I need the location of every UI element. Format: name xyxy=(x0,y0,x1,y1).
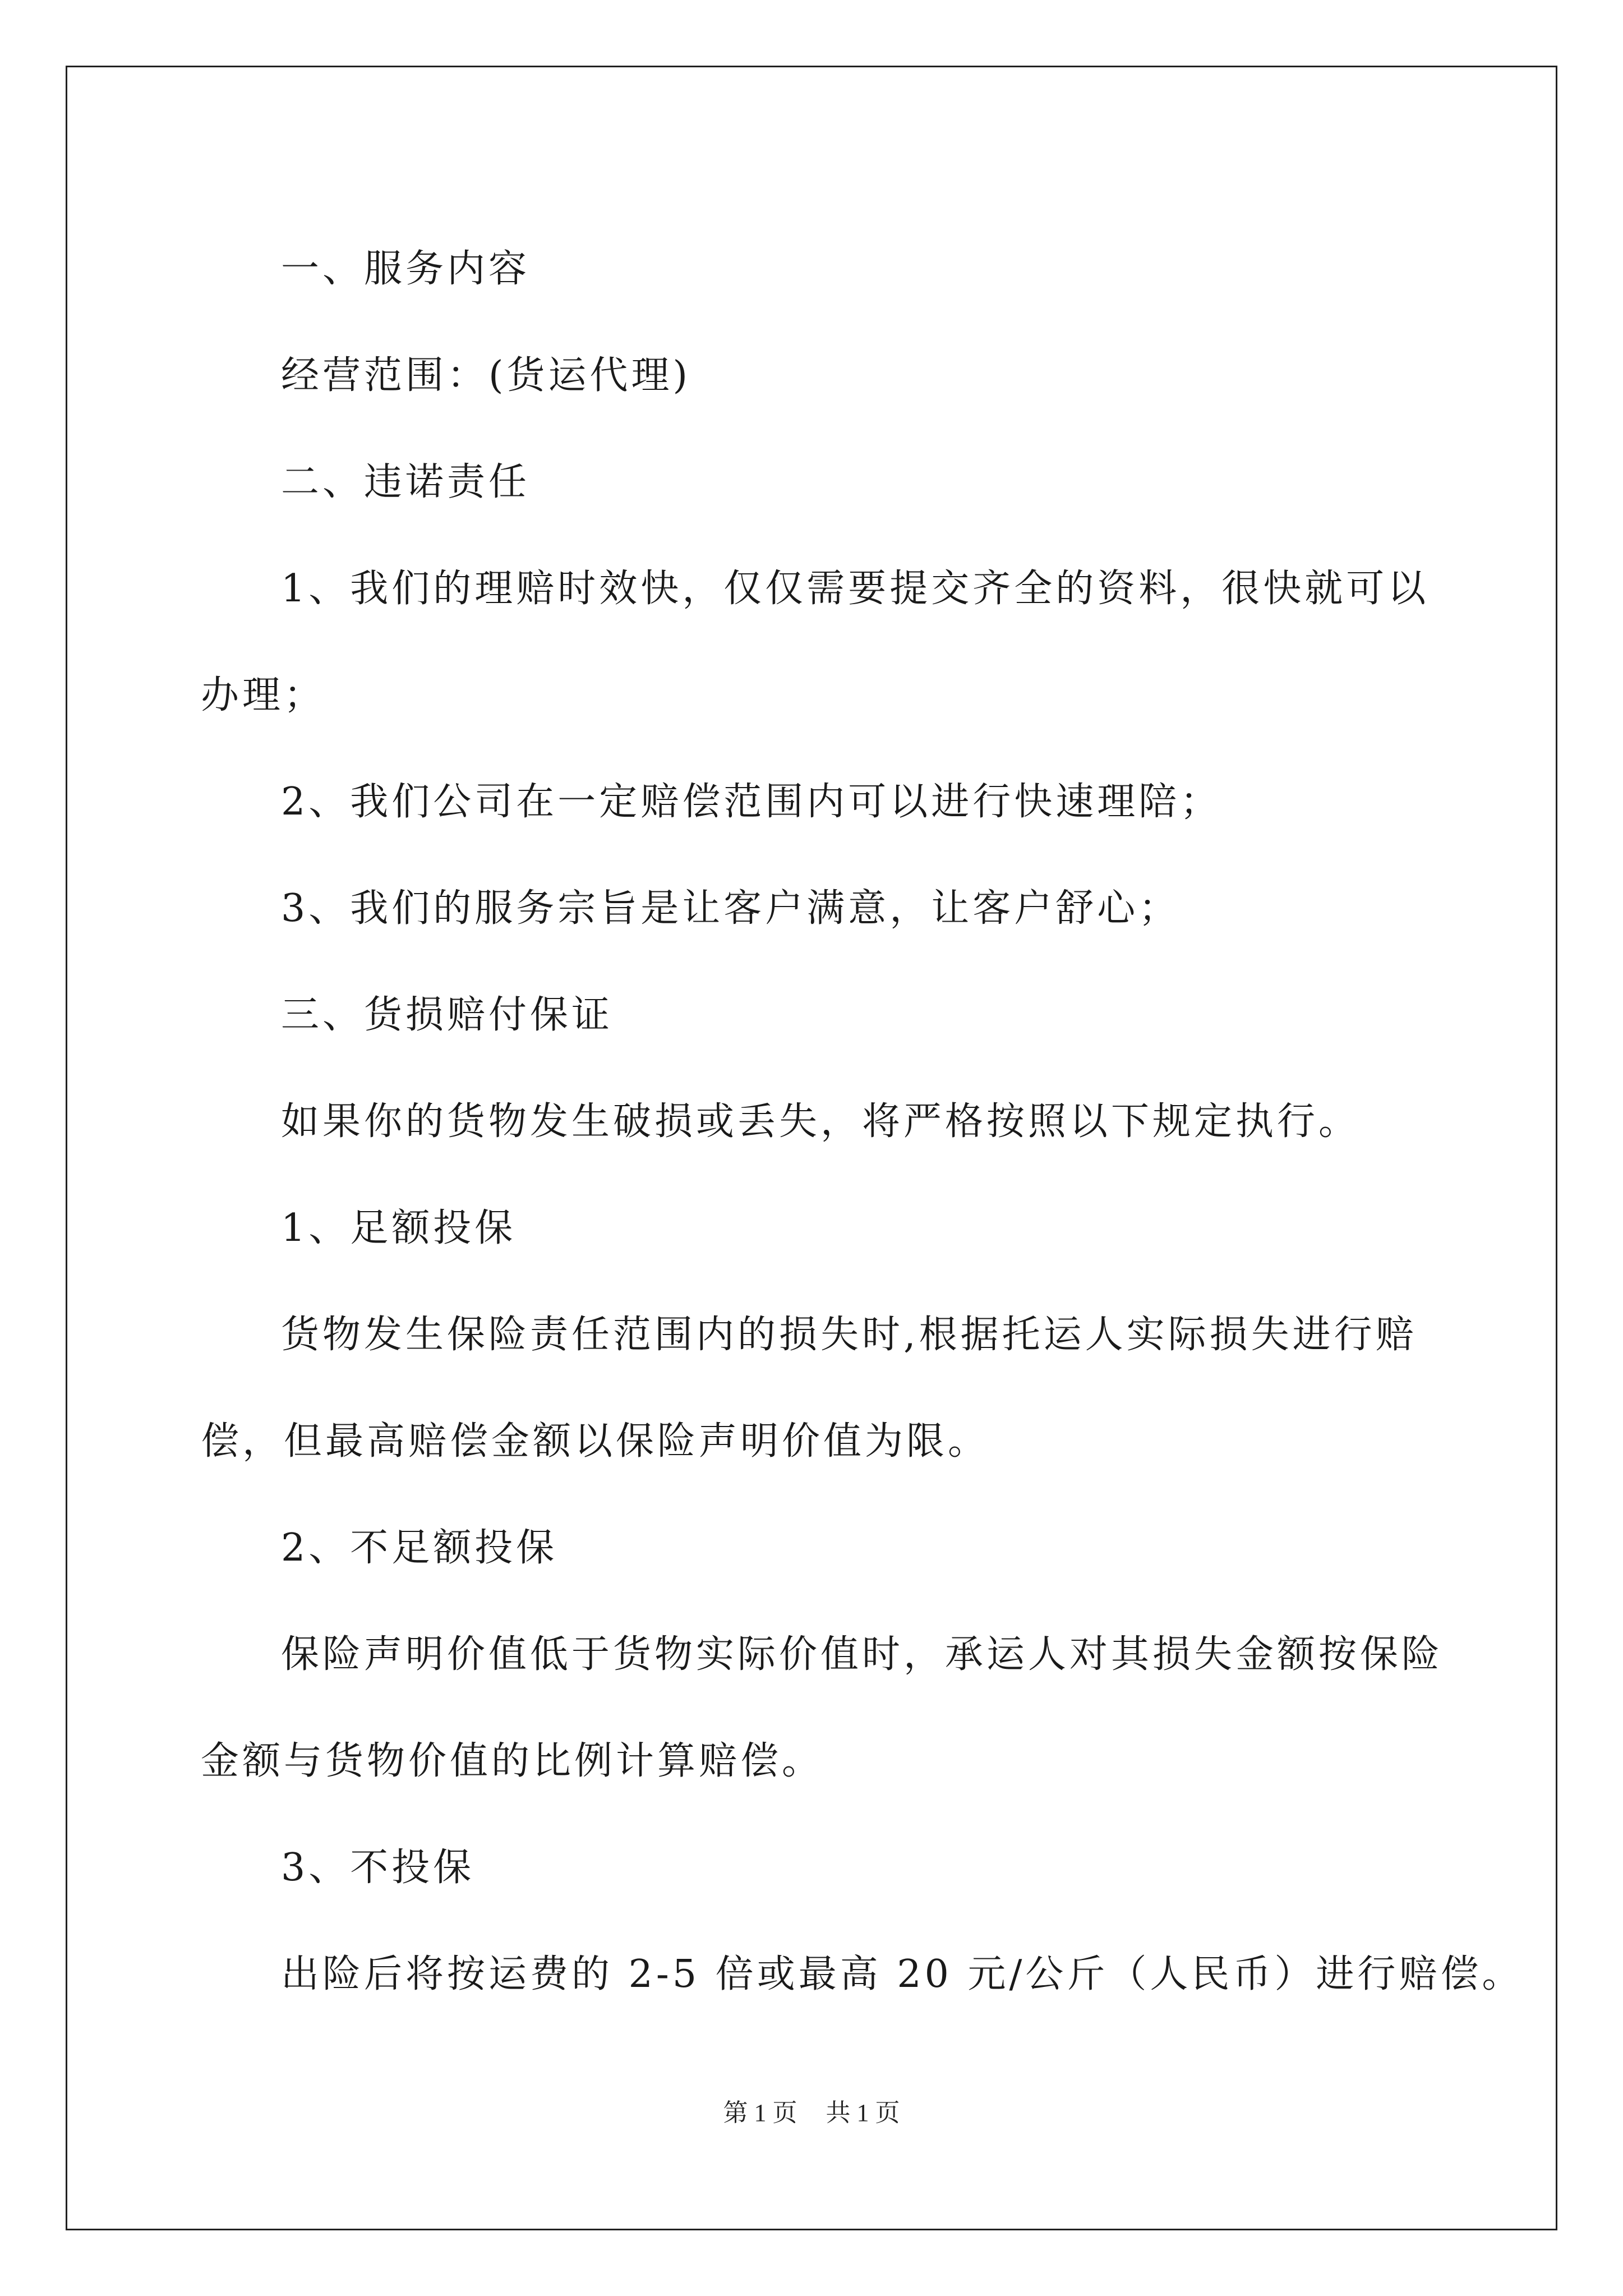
no-insurance-heading: 3、不投保 xyxy=(281,1846,475,1890)
section-heading-service: 一、服务内容 xyxy=(281,247,531,291)
liability-item-2: 2、我们公司在一定赔偿范围内可以进行快速理陪； xyxy=(281,780,1222,824)
compensation-intro: 如果你的货物发生破损或丢失，将严格按照以下规定执行。 xyxy=(281,1099,1361,1144)
liability-item-1-cont: 办理； xyxy=(201,673,326,717)
page-number: 第 1 页 xyxy=(723,2099,797,2127)
business-scope: 经营范围：(货运代理) xyxy=(281,353,691,398)
liability-item-3: 3、我们的服务宗旨是让客户满意，让客户舒心； xyxy=(281,886,1181,931)
page-total: 共 1 页 xyxy=(826,2099,900,2127)
full-insurance-heading: 1、足额投保 xyxy=(281,1206,517,1250)
partial-insurance-text-cont: 金额与货物价值的比例计算赔偿。 xyxy=(201,1739,824,1783)
section-heading-compensation: 三、货损赔付保证 xyxy=(281,993,614,1037)
partial-insurance-heading: 2、不足额投保 xyxy=(281,1526,558,1570)
full-insurance-text-cont: 偿，但最高赔偿金额以保险声明价值为限。 xyxy=(201,1419,990,1464)
partial-insurance-text: 保险声明价值低于货物实际价值时，承运人对其损失金额按保险 xyxy=(281,1632,1444,1677)
page-footer xyxy=(0,2092,1623,2128)
full-insurance-text: 货物发生保险责任范围内的损失时,根据托运人实际损失进行赔 xyxy=(281,1313,1417,1357)
no-insurance-text: 出险后将按运费的 2-5 倍或最高 20 元/公斤（人民币）进行赔偿。 xyxy=(281,1952,1524,1996)
section-heading-liability: 二、违诺责任 xyxy=(281,460,531,504)
liability-item-1: 1、我们的理赔时效快，仅仅需要提交齐全的资料，很快就可以 xyxy=(281,567,1430,611)
document-body xyxy=(201,216,1524,2028)
